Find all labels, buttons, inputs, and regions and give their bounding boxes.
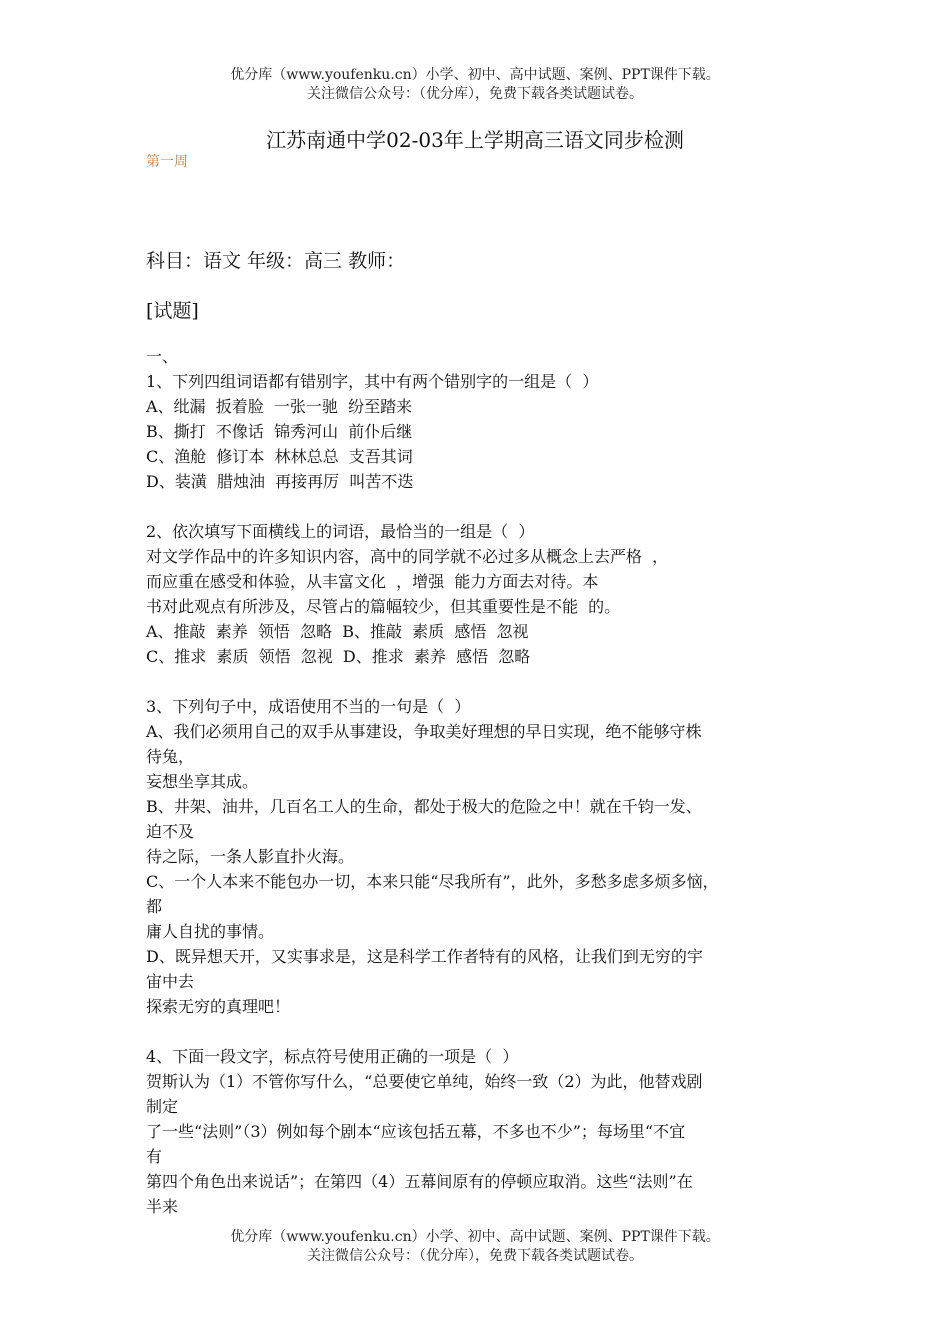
text-line: C、推求 素质 领悟 忽视 D、推求 素养 感悟 忽略: [146, 647, 531, 666]
text-line: 都: [146, 897, 163, 916]
text-line: 待兔，: [146, 747, 195, 766]
text-line: 2、依次填写下面横线上的词语，最恰当的一组是（ ）: [146, 522, 535, 541]
page-footer: [0, 1228, 950, 1266]
text-line: A、我们必须用自己的双手从事建设，争取美好理想的早日实现，绝不能够守株: [146, 722, 702, 741]
page-header: [0, 66, 950, 104]
text-line: 一、: [146, 347, 179, 366]
text-line: [146, 1019, 816, 1044]
text-line: 迫不及: [146, 822, 195, 841]
text-line: [146, 669, 816, 694]
text-line: 宙中去: [146, 972, 195, 991]
subject-info: 科目：语文 年级：高三 教师：: [146, 250, 406, 272]
text-line: 半来: [146, 1197, 179, 1216]
text-line: 了一些“法则”（3）例如每个剧本“应该包括五幕，不多也不少”；每场里“不宜: [146, 1122, 686, 1141]
text-line: C、一个人本来不能包办一切，本来只能“尽我所有”，此外，多愁多虑多烦多恼，: [146, 872, 719, 891]
text-line: 4、下面一段文字，标点符号使用正确的一项是（ ）: [146, 1047, 519, 1066]
text-line: 贺斯认为（1）不管你写什么，“总要使它单纯，始终一致（2）为此，他替戏剧: [146, 1072, 703, 1091]
text-line: 3、下列句子中，成语使用不当的一句是（ ）: [146, 697, 471, 716]
text-line: 1、下列四组词语都有错别字，其中有两个错别字的一组是（ ）: [146, 372, 599, 391]
section-label: [试题]: [146, 300, 199, 322]
text-line: 有: [146, 1147, 163, 1166]
text-line: [146, 494, 816, 519]
text-line: A、纰漏 扳着脸 一张一驰 纷至踏来: [146, 397, 413, 416]
question-body: [146, 344, 816, 1219]
text-line: A、推敲 素养 领悟 忽略 B、推敲 素质 感悟 忽视: [146, 622, 529, 641]
text-line: 妄想坐享其成。: [146, 772, 259, 791]
text-line: B、井架、油井，几百名工人的生命，都处于极大的危险之中！就在千钧一发、: [146, 797, 702, 816]
text-line: 待之际，一条人影直扑火海。: [146, 847, 355, 866]
text-line: 庸人自扰的事情。: [146, 922, 275, 941]
text-line: 而应重在感受和体验，从丰富文化 ，增强 能力方面去对待。本: [146, 572, 599, 591]
header-line-2: 关注微信公众号：（优分库），免费下载各类试题试卷。: [307, 86, 643, 102]
text-line: B、撕打 不像话 锦秀河山 前仆后继: [146, 422, 413, 441]
text-line: C、渔舱 修订本 林林总总 支吾其词: [146, 447, 413, 466]
footer-line-2: 关注微信公众号：（优分库），免费下载各类试题试卷。: [307, 1248, 643, 1264]
text-line: 书对此观点有所涉及，尽管占的篇幅较少，但其重要性是不能 的。: [146, 597, 621, 616]
text-line: 制定: [146, 1097, 179, 1116]
text-line: D、装潢 腊烛油 再接再厉 叫苦不迭: [146, 472, 414, 491]
week-label: 第一周: [146, 154, 188, 170]
document-title: 江苏南通中学02-03年上学期高三语文同步检测: [266, 128, 684, 152]
footer-line-1: 优分库（www.youfenku.cn）小学、初中、高中试题、案例、PPT课件下载。: [230, 1229, 720, 1245]
text-line: D、既异想天开，又实事求是，这是科学工作者特有的风格，让我们到无穷的宇: [146, 947, 703, 966]
text-line: 探索无穷的真理吧！: [146, 997, 291, 1016]
text-line: 第四个角色出来说话”；在第四（4）五幕间原有的停顿应取消。这些“法则”在: [146, 1172, 693, 1191]
header-line-1: 优分库（www.youfenku.cn）小学、初中、高中试题、案例、PPT课件下载。: [230, 67, 720, 83]
text-line: 对文学作品中的许多知识内容，高中的同学就不必过多从概念上去严格 ，: [146, 547, 669, 566]
